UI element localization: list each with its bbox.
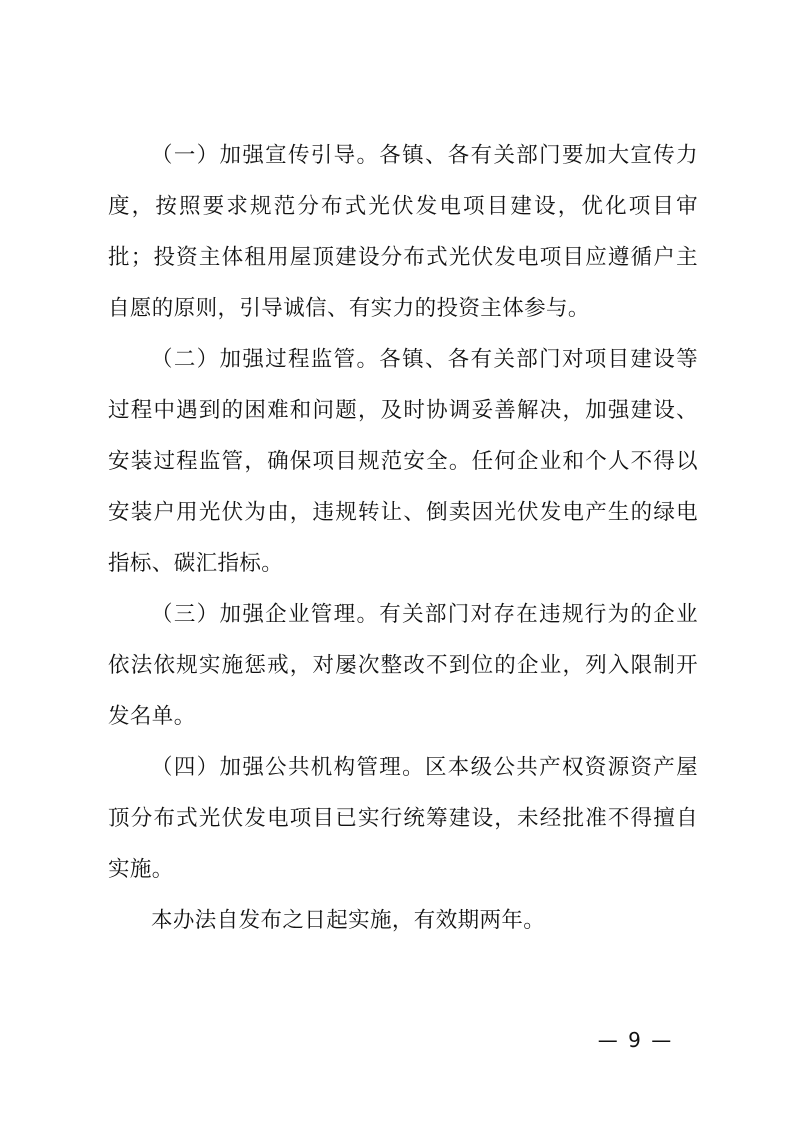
document-body	[108, 130, 698, 946]
page-number: — 9 —	[597, 1028, 674, 1052]
paragraph: （二）加强过程监管。各镇、各有关部门对项目建设等过程中遇到的困难和问题，及时协调妥善解决，加强建设、安装过程监管，确保项目规范安全。任何企业和个人不得以安装户用光伏为由，违规转让、倒卖因光伏发电产生的绿电指标、碳汇指标。	[108, 347, 698, 576]
paragraph: 本办法自发布之日起实施，有效期两年。	[151, 908, 546, 933]
page-footer	[0, 1028, 793, 1052]
paragraph: （四）加强公共机构管理。区本级公共产权资源资产屋顶分布式光伏发电项目已实行统筹建设，未经批准不得擅自实施。	[108, 755, 698, 882]
paragraph: （三）加强企业管理。有关部门对存在违规行为的企业依法依规实施惩戒，对屡次整改不到位的企业，列入限制开发名单。	[108, 602, 698, 729]
paragraph: （一）加强宣传引导。各镇、各有关部门要加大宣传力度，按照要求规范分布式光伏发电项目建设，优化项目审批；投资主体租用屋顶建设分布式光伏发电项目应遵循户主自愿的原则，引导诚信、有实力的投资主体参与。	[108, 143, 698, 321]
